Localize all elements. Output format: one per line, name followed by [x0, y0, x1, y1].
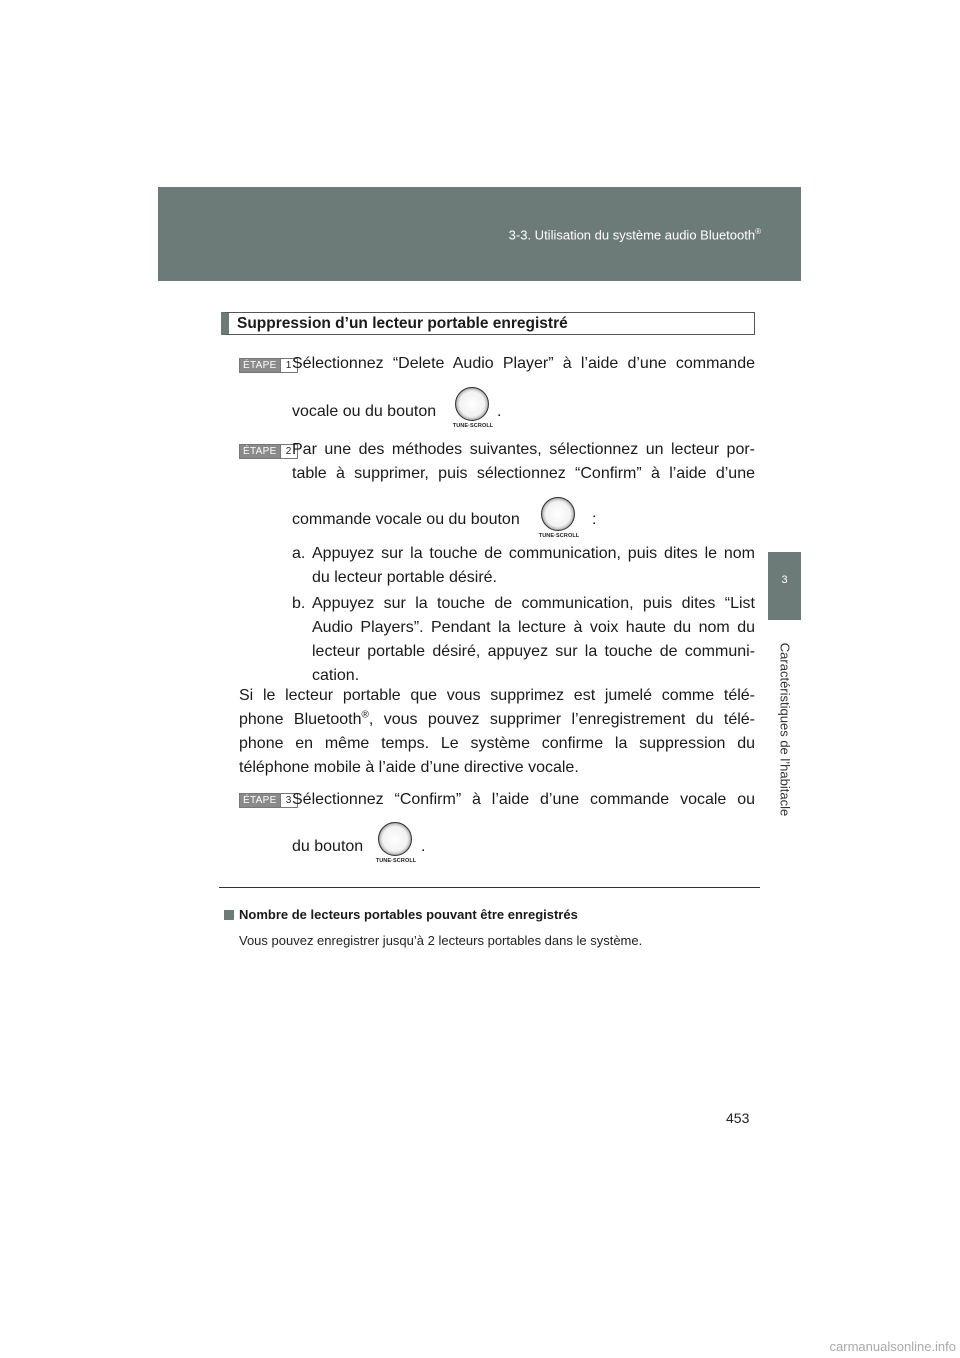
step-2-colon: :: [592, 511, 597, 528]
option-a-line-2: du lecteur portable désiré.: [312, 569, 497, 586]
paragraph-line-4: téléphone mobile à l’aide d’une directive vocale.: [239, 759, 579, 776]
tune-scroll-knob-icon: TUNE·SCROLL: [450, 387, 496, 433]
paragraph-line-1: Si le lecteur portable que vous supprimez est jumelé comme télé-: [239, 687, 755, 704]
paragraph-line-2: phone Bluetooth®, vous pouvez supprimer l’enregistrement du télé-: [239, 709, 756, 728]
step-2-line-3-text: commande vocale ou du bouton: [292, 511, 520, 528]
option-b-line-4: cation.: [312, 667, 360, 684]
step-3-line-1: Sélectionnez “Confirm” à l’aide d’une commande vocale ou: [292, 791, 755, 808]
option-b-line-3: lecteur portable désiré, appuyez sur la touche de communi-: [312, 643, 755, 660]
option-b-line-1: Appuyez sur la touche de communication, puis dites “List: [312, 595, 755, 612]
side-chapter-label: Caractéristiques de l’habitacle: [777, 642, 793, 817]
step-badge-3: ÉTAPE 3: [239, 793, 298, 808]
tune-scroll-knob-icon: TUNE·SCROLL: [373, 822, 419, 868]
step-3-line-2-text: du bouton: [292, 838, 364, 855]
section-title: Suppression d’un lecteur portable enregistré: [221, 312, 755, 335]
chapter-header-band: [158, 187, 801, 281]
step-badge-1: ÉTAPE 1: [239, 358, 298, 373]
note-body: Vous pouvez enregistrer jusqu’à 2 lecteurs portables dans le système.: [239, 933, 643, 948]
step-1-period: .: [497, 403, 502, 420]
step-3-period: .: [421, 838, 426, 855]
page-number: 453: [726, 1110, 750, 1126]
option-b-line-2: Audio Players”. Pendant la lecture à voix haute du nom du: [312, 619, 755, 636]
option-b-marker: b.: [292, 595, 306, 612]
step-2-line-2: table à supprimer, puis sélectionnez “Confirm” à l’aide d’une: [292, 465, 755, 482]
option-a-marker: a.: [292, 545, 306, 562]
chapter-tab: [768, 552, 801, 620]
note-heading: Nombre de lecteurs portables pouvant être enregistrés: [224, 907, 578, 922]
step-1-line-2-text: vocale ou du bouton: [292, 403, 437, 420]
step-badge-2: ÉTAPE 2: [239, 444, 298, 459]
watermark: carmanualsonline.info: [829, 1339, 956, 1354]
chapter-title: 3-3. Utilisation du système audio Bluetooth®: [508, 227, 761, 243]
chapter-tab-number: 3: [781, 574, 788, 586]
tune-scroll-knob-icon: TUNE·SCROLL: [536, 497, 582, 543]
step-1-line-1: Sélectionnez “Delete Audio Player” à l’aide d’une commande: [292, 355, 755, 372]
option-a-line-1: Appuyez sur la touche de communication, puis dites le nom: [312, 545, 755, 562]
paragraph-line-3: phone en même temps. Le système confirme la suppression du: [239, 735, 755, 752]
divider: [219, 887, 760, 888]
step-2-line-1: Par une des méthodes suivantes, sélectionnez un lecteur por-: [292, 441, 755, 458]
square-bullet-icon: [224, 910, 234, 920]
